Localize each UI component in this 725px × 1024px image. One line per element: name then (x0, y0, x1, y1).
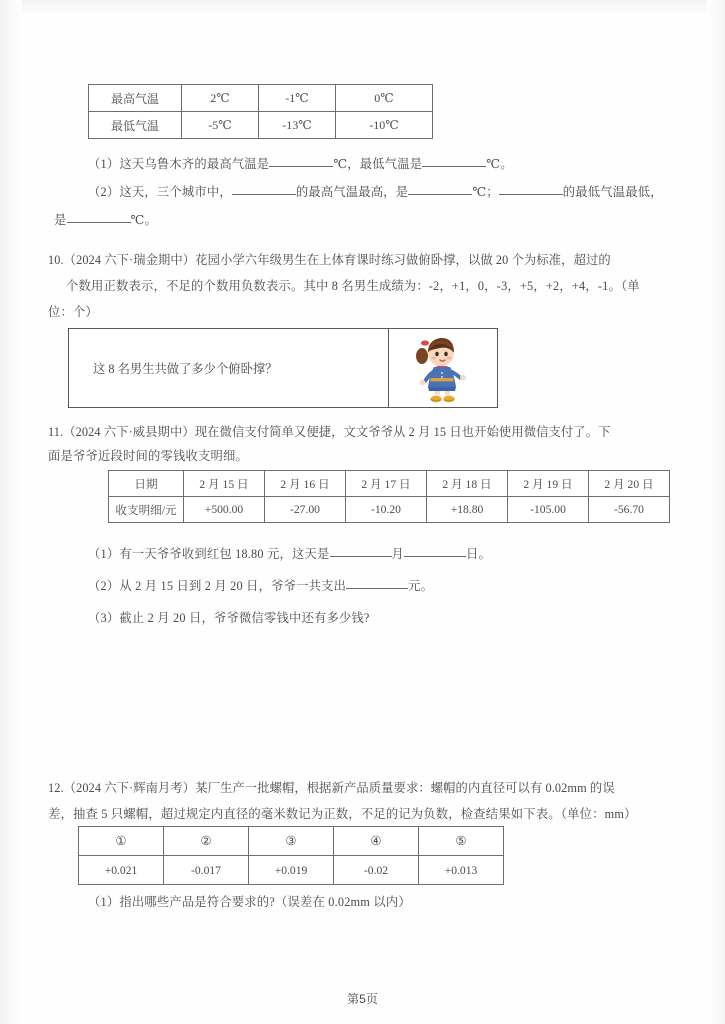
nut-measurement-table (78, 826, 504, 885)
scan-edge-top (0, 0, 725, 16)
q11-sub2-pre: （2）从 2 月 15 日到 2 月 20 日，爷爷一共支出 (88, 579, 347, 593)
q11-sub3: （3）截止 2 月 20 日，爷爷微信零钱中还有多少钱? (88, 611, 370, 625)
scan-edge-right (707, 0, 725, 1024)
date-cell-2: 2 月 16 日 (265, 471, 346, 497)
q10-line3: 位：个） (48, 305, 98, 319)
page-number: 第5页 (347, 992, 378, 1006)
q9-sub2-mid2: ℃； (472, 185, 499, 199)
high-temp-city2: -1℃ (259, 85, 336, 112)
answer-blank[interactable] (330, 556, 392, 557)
q11-sub1 (88, 546, 491, 562)
nut-id-1: ① (79, 827, 164, 856)
q9-sub2 (88, 184, 663, 200)
amount-cell-3: -10.20 (346, 497, 427, 523)
nut-value-5: +0.013 (419, 856, 504, 885)
scan-edge-left (0, 0, 22, 1024)
q12-line2: 差，抽查 5 只螺帽，超过规定内直径的毫米数记为正数，不足的记为负数，检查结果如下表。（单位：mm） (48, 807, 637, 821)
q11-line1: 11.（2024 六下·威县期中）现在微信支付简单又便捷，文文爷爷从 2 月 15 日也开始使用微信支付了。下 (48, 425, 611, 439)
nut-id-4: ④ (334, 827, 419, 856)
amount-cell-6: -56.70 (589, 497, 670, 523)
date-cell-4: 2 月 18 日 (427, 471, 508, 497)
date-cell-3: 2 月 17 日 (346, 471, 427, 497)
q9-sub2-pre: （2）这天，三个城市中， (88, 185, 232, 199)
low-temp-city2: -13℃ (259, 112, 336, 139)
nut-value-1: +0.021 (79, 856, 164, 885)
low-temp-city1: -5℃ (182, 112, 259, 139)
q10-box-question: 这 8 名男生共做了多少个俯卧撑？ (69, 329, 389, 407)
q11-sub2 (88, 578, 433, 594)
q9-sub2-line2-end: ℃。 (130, 213, 157, 227)
answer-blank[interactable] (232, 194, 296, 195)
amount-cell-2: -27.00 (265, 497, 346, 523)
q11-sub1-end: 日。 (466, 547, 492, 561)
q9-sub1-end: ℃。 (486, 157, 513, 171)
table-row (109, 471, 670, 497)
low-temp-city3: -10℃ (336, 112, 433, 139)
q11-sub2-end: 元。 (408, 579, 434, 593)
date-header: 日期 (109, 471, 184, 497)
row-label-low: 最低气温 (89, 112, 182, 139)
nut-id-2: ② (164, 827, 249, 856)
q10-line1: 10.（2024 六下·瑞金期中）花园小学六年级男生在上体育课时练习做俯卧撑，以做 20 个为标准，超过的 (48, 253, 611, 267)
table-row (79, 856, 504, 885)
q9-sub2-cont (54, 212, 157, 228)
q11-line2: 面是爷爷近段时间的零钱收支明细。 (48, 449, 248, 463)
answer-blank[interactable] (346, 588, 408, 589)
nut-id-3: ③ (249, 827, 334, 856)
q10-line2: 个数用正数表示，不足的个数用负数表示。其中 8 名男生成绩为：-2，+1，0，-3，+5，+2，+4，-1。（单 (66, 279, 640, 293)
q11-sub1-mid: 月 (391, 547, 405, 561)
table-row (89, 112, 433, 139)
q9-sub1-pre: （1）这天乌鲁木齐的最高气温是 (88, 157, 270, 171)
q9-sub2-mid3: 的最低气温最低， (562, 185, 663, 199)
q12-line1: 12.（2024 六下·辉南月考）某厂生产一批螺帽，根据新产品质量要求：螺帽的内直径可以有 0.02mm 的误 (48, 781, 615, 795)
q10-answer-box (68, 328, 498, 408)
answer-blank[interactable] (499, 194, 563, 195)
amount-cell-1: +500.00 (184, 497, 265, 523)
nut-id-5: ⑤ (419, 827, 504, 856)
q9-sub2-line2-pre: 是 (54, 213, 67, 227)
q10-illustration-cell (389, 329, 497, 407)
row-label-high: 最高气温 (89, 85, 182, 112)
girl-illustration-icon (408, 332, 478, 404)
q9-sub1-mid: ℃，最低气温是 (333, 157, 423, 171)
q9-sub2-mid: 的最高气温最高，是 (295, 185, 409, 199)
q11-sub1-pre: （1）有一天爷爷收到红包 18.80 元，这天是 (88, 547, 330, 561)
date-cell-1: 2 月 15 日 (184, 471, 265, 497)
table-row (109, 497, 670, 523)
answer-blank[interactable] (67, 222, 131, 223)
nut-value-2: -0.017 (164, 856, 249, 885)
table-row (89, 85, 433, 112)
temperature-table (88, 84, 433, 139)
answer-blank[interactable] (422, 166, 486, 167)
nut-value-3: +0.019 (249, 856, 334, 885)
wechat-balance-table (108, 470, 670, 523)
amount-cell-5: -105.00 (508, 497, 589, 523)
q9-sub1 (88, 156, 513, 172)
table-row (79, 827, 504, 856)
date-cell-6: 2 月 20 日 (589, 471, 670, 497)
answer-blank[interactable] (269, 166, 333, 167)
answer-blank[interactable] (404, 556, 466, 557)
high-temp-city3: 0℃ (336, 85, 433, 112)
date-cell-5: 2 月 19 日 (508, 471, 589, 497)
high-temp-city1: 2℃ (182, 85, 259, 112)
q12-sub1: （1）指出哪些产品是符合要求的?（误差在 0.02mm 以内） (88, 895, 411, 909)
amount-cell-4: +18.80 (427, 497, 508, 523)
nut-value-4: -0.02 (334, 856, 419, 885)
answer-blank[interactable] (408, 194, 472, 195)
amount-header: 收支明细/元 (109, 497, 184, 523)
